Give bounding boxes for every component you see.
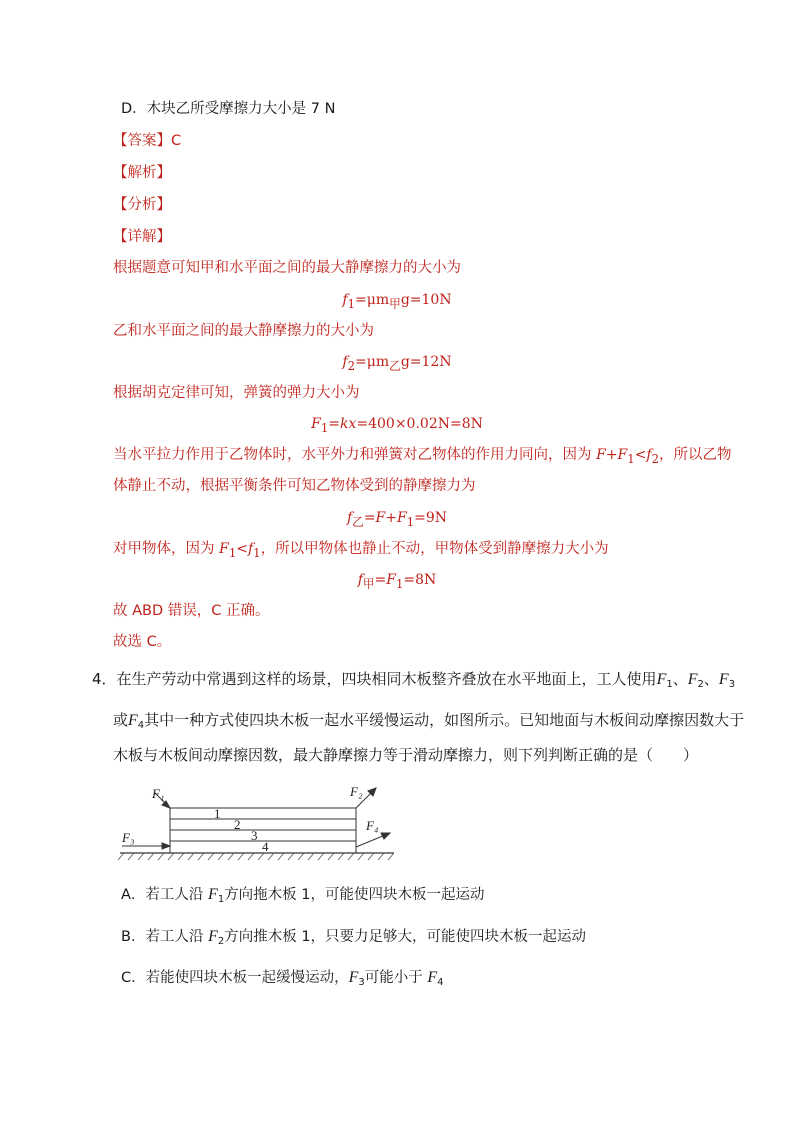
equation-2: $f_2=\mu m_乙g=12N$ [342, 354, 452, 373]
analysis-label: 【解析】 [113, 165, 171, 181]
board-number-1: 1 [214, 806, 221, 821]
solution-line-4: 当水平拉力作用于乙物体时，水平外力和弹簧对乙物体的作用力同向，因为 $F+F_1<f_2$，所以乙物 [113, 447, 732, 466]
solution-line-2: 乙和水平面之间的最大静摩擦力的大小为 [113, 323, 374, 339]
arrow-f4-head [381, 833, 390, 839]
equation-3: $F_1=kx=400\times 0.02N=8N$ [311, 416, 483, 435]
label-f4: F₄ [366, 818, 379, 833]
solution-line-8: 故选 C。 [113, 634, 172, 650]
answer-label: 【答案】 [113, 133, 171, 149]
board-number-3: 3 [251, 828, 258, 843]
arrow-f3-head [162, 843, 170, 849]
board-number-2: 2 [234, 817, 241, 832]
answer-line [113, 131, 181, 151]
question-4-line-3: 木板与木板间动摩擦因数，最大静摩擦力等于滑动摩擦力，则下列判断正确的是（ ） [113, 746, 699, 764]
option-b: B．若工人沿 $F_2$方向推木板 1，只要力足够大，可能使四块木板一起运动 [121, 928, 587, 947]
solution-line-1: 根据题意可知甲和水平面之间的最大静摩擦力的大小为 [113, 260, 461, 276]
equation-5: $f_甲=F_1=8N$ [357, 572, 437, 591]
solution-line-7: 故 ABD 错误，C 正确。 [113, 603, 270, 619]
answer-value: C [171, 133, 182, 149]
question-4-line-2: 或$F_4$其中一种方式使四块木板一起水平缓慢运动，如图所示。已知地面与木板间动摩擦因数大于 [113, 711, 745, 731]
equation-1: $f_1=\mu m_甲g=10N$ [342, 292, 452, 311]
equation-4: $f_乙=F+F_1=9N$ [346, 510, 448, 529]
solution-line-3: 根据胡克定律可知，弹簧的弹力大小为 [113, 385, 360, 401]
question-4-line-1: 4．在生产劳动中常遇到这样的场景，四块相同木板整齐叠放在水平地面上，工人使用$F_1$、$F_2$、$F_3$ [92, 670, 736, 690]
label-f3: F₃ [122, 830, 135, 845]
arrow-f2-head [162, 801, 170, 808]
option-d-text: D．木块乙所受摩擦力大小是 7 N [121, 101, 336, 117]
solution-line-6: 对甲物体，因为 $F_1<f_1$，所以甲物体也静止不动，甲物体受到静摩擦力大小为 [113, 541, 609, 560]
label-f2: F₁ [152, 786, 165, 801]
option-a: A．若工人沿 $F_1$方向拖木板 1，可能使四块木板一起运动 [121, 886, 485, 905]
option-c: C．若能使四块木板一起缓慢运动，$F_3$可能小于 $F_4$ [121, 969, 444, 988]
solution-line-5: 体静止不动，根据平衡条件可知乙物体受到的静摩擦力为 [113, 478, 476, 494]
board-number-4: 4 [262, 839, 269, 854]
ground-hatching [118, 853, 394, 860]
detail-label: 【详解】 [113, 229, 171, 245]
stacked-boards-figure [118, 782, 394, 864]
label-f1: F₂ [350, 784, 363, 799]
fenxi-label: 【分析】 [113, 197, 171, 213]
question-number: 4． [92, 670, 117, 688]
